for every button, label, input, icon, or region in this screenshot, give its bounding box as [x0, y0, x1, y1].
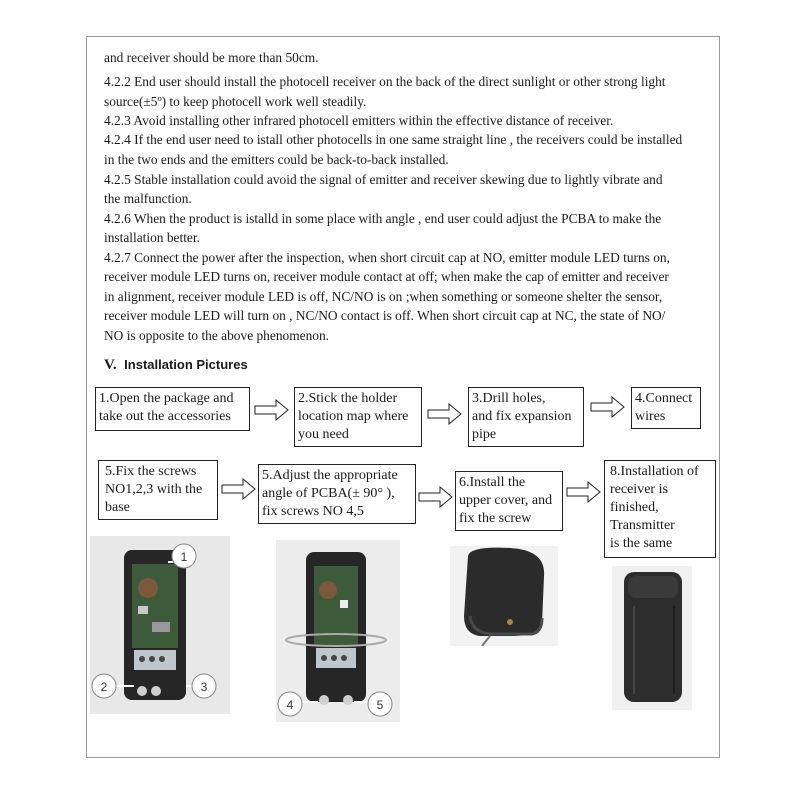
text-line: 4.2.6 When the product is istalld in some place with angle , end user could adjust the PCBA to make the: [104, 211, 662, 226]
text-line: and receiver should be more than 50cm.: [104, 50, 319, 65]
callout-5: 5: [376, 698, 384, 712]
arrow-right-icon: [427, 403, 463, 425]
text-line: in the two ends and the emitters could be back-to-back installed.: [104, 152, 449, 167]
text-line: receiver module LED turns on, receiver module contact at off; when make the cap of emitter and receiver: [104, 269, 669, 284]
text-line: installation better.: [104, 230, 200, 245]
arrow-right-icon: [418, 486, 454, 508]
callout-3: 3: [200, 680, 208, 694]
arrow-right-icon: [590, 396, 626, 418]
arrow-right-icon: [221, 478, 257, 500]
step-6-box: 6.Install the upper cover, and fix the screw: [455, 471, 563, 531]
step-8-box: 8.Installation of receiver is finished, Transmitter is the same: [604, 460, 716, 558]
text-line: source(±5º) to keep photocell work well steadily.: [104, 94, 367, 109]
step-5-box: 5.Fix the screws NO1,2,3 with the base: [98, 460, 218, 520]
pcba-adjust-photo: [276, 540, 400, 722]
text-line: the malfunction.: [104, 191, 192, 206]
arrow-right-icon: [566, 481, 602, 503]
step-2-box: 2.Stick the holder location map where you need: [294, 387, 422, 447]
text-line: in alignment, receiver module LED is off, NC/NO is on ;when something or someone shelter the sensor,: [104, 289, 663, 304]
text-line: 4.2.4 If the end user need to istall other photocells in one same straight line , the receivers could be installed: [104, 132, 683, 147]
step-1-box: 1.Open the package and take out the accessories: [95, 387, 250, 431]
section-title-text: Installation Pictures: [124, 357, 248, 372]
text-line: 4.2.7 Connect the power after the inspection, when short circuit cap at NO, emitter module LED turns on,: [104, 250, 670, 265]
text-line: 4.2.3 Avoid installing other infrared photocell emitters within the effective distance of receiver.: [104, 113, 614, 128]
step-5b-box: 5.Adjust the appropriate angle of PCBA(± 90° ), fix screws NO 4,5: [258, 464, 416, 524]
callout-4: 4: [286, 698, 294, 712]
finished-receiver-photo: [612, 566, 692, 710]
callout-2: 2: [100, 680, 108, 694]
text-line: 4.2.2 End user should install the photocell receiver on the back of the direct sunlight or other strong light: [104, 74, 666, 89]
step-3-box: 3.Drill holes, and fix expansion pipe: [468, 387, 584, 447]
text-line: receiver module LED will turn on , NC/NO contact is off. When short circuit cap at NC, the state of NO/: [104, 308, 666, 323]
base-screws-photo: [90, 536, 230, 714]
section-number: V.: [104, 357, 117, 373]
arrow-right-icon: [254, 399, 290, 421]
cover-installed-photo: [450, 546, 558, 646]
text-line: NO is opposite to the above phenomenon.: [104, 328, 329, 343]
text-line: 4.2.5 Stable installation could avoid the signal of emitter and receiver skewing due to lightly vibrate and: [104, 172, 663, 187]
step-4-box: 4.Connect wires: [631, 387, 701, 429]
callout-1: 1: [180, 550, 188, 564]
section-title: [104, 357, 248, 374]
